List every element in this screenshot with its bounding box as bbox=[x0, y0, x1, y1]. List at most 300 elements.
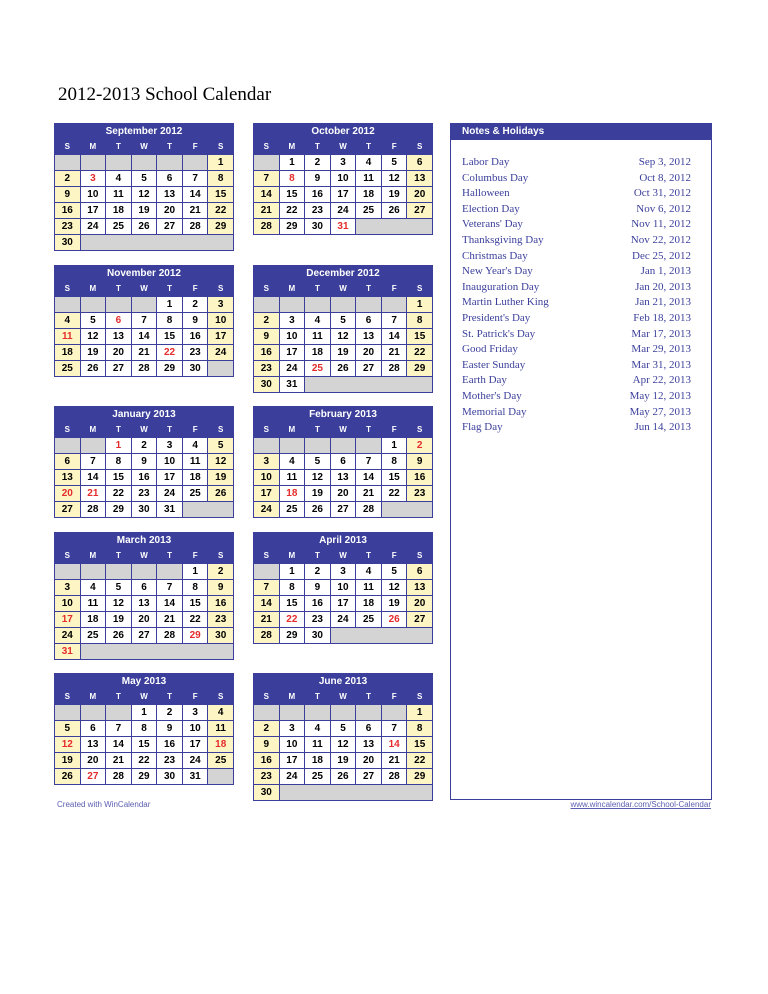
day-cell: 16 bbox=[407, 470, 432, 485]
day-cell: 13 bbox=[132, 596, 157, 611]
day-cell: 24 bbox=[331, 203, 356, 218]
holiday-day-cell: 20 bbox=[55, 486, 80, 501]
holiday-name: Mother's Day bbox=[462, 389, 522, 402]
day-cell: 2 bbox=[132, 438, 157, 453]
holiday-row bbox=[462, 373, 691, 389]
day-cell: 13 bbox=[331, 470, 356, 485]
day-cell: 26 bbox=[106, 628, 131, 643]
day-cell: 5 bbox=[106, 580, 131, 595]
day-cell: 3 bbox=[280, 313, 305, 328]
weekday-header: F bbox=[382, 282, 407, 296]
day-cell: 3 bbox=[183, 705, 208, 720]
empty-day-cell bbox=[132, 155, 157, 170]
day-cell: 25 bbox=[55, 361, 80, 376]
empty-day-cell bbox=[331, 705, 356, 720]
day-cell: 29 bbox=[132, 769, 157, 784]
day-cell: 24 bbox=[280, 769, 305, 784]
day-cell: 12 bbox=[132, 187, 157, 202]
day-cell: 7 bbox=[382, 721, 407, 736]
holiday-day-cell: 18 bbox=[280, 486, 305, 501]
empty-day-cell bbox=[106, 297, 131, 312]
weekday-header: T bbox=[356, 140, 381, 154]
day-cell: 13 bbox=[81, 737, 106, 752]
day-cell: 31 bbox=[157, 502, 182, 517]
empty-day-cell bbox=[81, 297, 106, 312]
day-cell: 7 bbox=[183, 171, 208, 186]
day-cell: 6 bbox=[407, 564, 432, 579]
day-cell: 22 bbox=[382, 486, 407, 501]
day-cell: 7 bbox=[81, 454, 106, 469]
empty-day-cell bbox=[55, 155, 80, 170]
holiday-row bbox=[462, 233, 691, 249]
day-cell: 30 bbox=[183, 361, 208, 376]
day-cell: 6 bbox=[132, 580, 157, 595]
day-cell: 30 bbox=[157, 769, 182, 784]
holiday-day-cell: 26 bbox=[382, 612, 407, 627]
day-cell: 30 bbox=[208, 628, 233, 643]
holiday-day-cell: 31 bbox=[55, 644, 80, 659]
day-cell: 23 bbox=[254, 769, 279, 784]
weekday-header: T bbox=[356, 423, 381, 437]
empty-day-cell bbox=[55, 438, 80, 453]
day-cell: 5 bbox=[55, 721, 80, 736]
month-calendar bbox=[54, 123, 234, 251]
day-cell: 16 bbox=[55, 203, 80, 218]
weekday-header: T bbox=[157, 423, 182, 437]
day-cell: 16 bbox=[254, 345, 279, 360]
holiday-row bbox=[462, 327, 691, 343]
day-cell: 12 bbox=[81, 329, 106, 344]
day-cell: 17 bbox=[81, 203, 106, 218]
month-grid bbox=[254, 140, 432, 234]
day-cell: 26 bbox=[305, 502, 330, 517]
holiday-row bbox=[462, 420, 691, 436]
weekday-header: M bbox=[280, 549, 305, 563]
empty-day-cell bbox=[157, 564, 182, 579]
day-cell: 2 bbox=[183, 297, 208, 312]
notes-panel bbox=[450, 123, 712, 800]
holiday-name: Columbus Day bbox=[462, 171, 529, 184]
day-cell: 21 bbox=[356, 486, 381, 501]
day-cell: 5 bbox=[331, 721, 356, 736]
day-cell: 19 bbox=[55, 753, 80, 768]
weekday-header: T bbox=[157, 549, 182, 563]
weekday-header: F bbox=[183, 140, 208, 154]
day-cell: 23 bbox=[132, 486, 157, 501]
day-cell: 21 bbox=[254, 612, 279, 627]
holiday-date: Sep 3, 2012 bbox=[638, 156, 691, 168]
day-cell: 28 bbox=[183, 219, 208, 234]
day-cell: 26 bbox=[208, 486, 233, 501]
day-cell: 11 bbox=[356, 580, 381, 595]
day-cell: 21 bbox=[106, 753, 131, 768]
day-cell: 9 bbox=[132, 454, 157, 469]
empty-day-cell bbox=[208, 361, 233, 376]
month-title: May 2013 bbox=[55, 674, 233, 690]
day-cell: 8 bbox=[280, 580, 305, 595]
day-cell: 19 bbox=[382, 187, 407, 202]
empty-day-cell bbox=[254, 438, 279, 453]
day-cell: 4 bbox=[280, 454, 305, 469]
day-cell: 23 bbox=[254, 361, 279, 376]
weekday-header: T bbox=[157, 282, 182, 296]
day-cell: 17 bbox=[331, 596, 356, 611]
holiday-name: Martin Luther King bbox=[462, 296, 549, 309]
weekday-header: F bbox=[183, 423, 208, 437]
month-grid bbox=[55, 549, 233, 659]
weekday-header: T bbox=[106, 282, 131, 296]
day-cell: 1 bbox=[208, 155, 233, 170]
month-calendar bbox=[253, 123, 433, 235]
day-cell: 16 bbox=[157, 737, 182, 752]
day-cell: 29 bbox=[280, 628, 305, 643]
day-cell: 23 bbox=[208, 612, 233, 627]
day-cell: 22 bbox=[407, 345, 432, 360]
day-cell: 19 bbox=[106, 612, 131, 627]
holiday-row bbox=[462, 311, 691, 327]
weekday-header: W bbox=[331, 690, 356, 704]
holiday-row bbox=[462, 155, 691, 171]
day-cell: 15 bbox=[132, 737, 157, 752]
day-cell: 24 bbox=[331, 612, 356, 627]
weekday-header: S bbox=[407, 140, 432, 154]
day-cell: 2 bbox=[254, 721, 279, 736]
empty-day-cell bbox=[81, 564, 106, 579]
month-grid bbox=[254, 423, 432, 517]
day-cell: 15 bbox=[407, 329, 432, 344]
day-cell: 7 bbox=[254, 580, 279, 595]
day-cell: 1 bbox=[280, 564, 305, 579]
empty-day-cell bbox=[331, 297, 356, 312]
holiday-date: May 27, 2013 bbox=[629, 405, 691, 418]
holiday-row bbox=[462, 249, 691, 265]
day-cell: 9 bbox=[305, 171, 330, 186]
day-cell: 25 bbox=[280, 502, 305, 517]
month-title: October 2012 bbox=[254, 124, 432, 140]
day-cell: 10 bbox=[280, 737, 305, 752]
day-cell: 24 bbox=[254, 502, 279, 517]
month-title: December 2012 bbox=[254, 266, 432, 282]
day-cell: 5 bbox=[208, 438, 233, 453]
day-cell: 20 bbox=[106, 345, 131, 360]
day-cell: 1 bbox=[407, 297, 432, 312]
weekday-header: F bbox=[382, 549, 407, 563]
day-cell: 13 bbox=[55, 470, 80, 485]
weekday-header: F bbox=[183, 282, 208, 296]
day-cell: 20 bbox=[407, 596, 432, 611]
day-cell: 8 bbox=[157, 313, 182, 328]
empty-day-cell bbox=[254, 705, 279, 720]
day-cell: 27 bbox=[106, 361, 131, 376]
day-cell: 7 bbox=[106, 721, 131, 736]
day-cell: 17 bbox=[208, 329, 233, 344]
day-cell: 23 bbox=[55, 219, 80, 234]
month-grid bbox=[55, 690, 233, 784]
day-cell: 15 bbox=[157, 329, 182, 344]
day-cell: 8 bbox=[208, 171, 233, 186]
day-cell: 13 bbox=[407, 171, 432, 186]
day-cell: 10 bbox=[331, 580, 356, 595]
weekday-header: T bbox=[305, 549, 330, 563]
day-cell: 2 bbox=[157, 705, 182, 720]
weekday-header: S bbox=[254, 140, 279, 154]
day-cell: 16 bbox=[183, 329, 208, 344]
holiday-day-cell: 11 bbox=[55, 329, 80, 344]
day-cell: 14 bbox=[356, 470, 381, 485]
day-cell: 8 bbox=[407, 313, 432, 328]
holiday-day-cell: 8 bbox=[280, 171, 305, 186]
holiday-day-cell: 17 bbox=[55, 612, 80, 627]
day-cell: 5 bbox=[331, 313, 356, 328]
day-cell: 9 bbox=[305, 580, 330, 595]
holiday-date: Jan 20, 2013 bbox=[635, 280, 691, 293]
weekday-header: W bbox=[132, 423, 157, 437]
empty-day-cell bbox=[331, 628, 432, 643]
weekday-header: T bbox=[305, 282, 330, 296]
holiday-name: New Year's Day bbox=[462, 265, 533, 278]
empty-day-cell bbox=[382, 297, 407, 312]
holiday-name: Halloween bbox=[462, 187, 510, 200]
weekday-header: T bbox=[157, 690, 182, 704]
day-cell: 6 bbox=[356, 721, 381, 736]
day-cell: 9 bbox=[254, 737, 279, 752]
day-cell: 10 bbox=[208, 313, 233, 328]
month-grid bbox=[254, 690, 432, 800]
month-title: February 2013 bbox=[254, 407, 432, 423]
holiday-name: Labor Day bbox=[462, 156, 510, 168]
day-cell: 26 bbox=[81, 361, 106, 376]
weekday-header: S bbox=[254, 423, 279, 437]
empty-day-cell bbox=[382, 502, 432, 517]
day-cell: 5 bbox=[81, 313, 106, 328]
holiday-date: Nov 11, 2012 bbox=[631, 218, 691, 231]
weekday-header: W bbox=[331, 282, 356, 296]
day-cell: 26 bbox=[331, 361, 356, 376]
empty-day-cell bbox=[254, 564, 279, 579]
day-cell: 14 bbox=[106, 737, 131, 752]
holiday-day-cell: 12 bbox=[55, 737, 80, 752]
month-calendar bbox=[54, 673, 234, 785]
day-cell: 23 bbox=[407, 486, 432, 501]
day-cell: 4 bbox=[208, 705, 233, 720]
weekday-header: M bbox=[81, 690, 106, 704]
day-cell: 4 bbox=[305, 313, 330, 328]
holiday-date: Jan 21, 2013 bbox=[635, 296, 691, 309]
day-cell: 14 bbox=[81, 470, 106, 485]
weekday-header: S bbox=[407, 690, 432, 704]
day-cell: 14 bbox=[183, 187, 208, 202]
holiday-day-cell: 22 bbox=[157, 345, 182, 360]
footer-credit: Created with WinCalendar bbox=[57, 800, 151, 809]
day-cell: 10 bbox=[331, 171, 356, 186]
day-cell: 9 bbox=[208, 580, 233, 595]
holiday-day-cell: 31 bbox=[331, 219, 356, 234]
day-cell: 10 bbox=[280, 329, 305, 344]
empty-day-cell bbox=[305, 438, 330, 453]
empty-day-cell bbox=[55, 297, 80, 312]
weekday-header: W bbox=[331, 549, 356, 563]
day-cell: 12 bbox=[331, 737, 356, 752]
day-cell: 19 bbox=[81, 345, 106, 360]
weekday-header: T bbox=[305, 140, 330, 154]
empty-day-cell bbox=[280, 438, 305, 453]
holiday-row bbox=[462, 342, 691, 358]
day-cell: 22 bbox=[407, 753, 432, 768]
day-cell: 18 bbox=[356, 187, 381, 202]
day-cell: 11 bbox=[305, 329, 330, 344]
day-cell: 17 bbox=[280, 753, 305, 768]
day-cell: 22 bbox=[132, 753, 157, 768]
month-calendar bbox=[54, 406, 234, 518]
day-cell: 31 bbox=[183, 769, 208, 784]
day-cell: 4 bbox=[55, 313, 80, 328]
holiday-name: Veterans' Day bbox=[462, 218, 523, 231]
holiday-day-cell: 14 bbox=[382, 737, 407, 752]
month-calendar bbox=[253, 406, 433, 518]
weekday-header: T bbox=[106, 423, 131, 437]
day-cell: 9 bbox=[157, 721, 182, 736]
day-cell: 29 bbox=[106, 502, 131, 517]
weekday-header: T bbox=[356, 690, 381, 704]
holiday-date: Mar 17, 2013 bbox=[631, 327, 691, 340]
holiday-date: Nov 6, 2012 bbox=[636, 202, 691, 215]
day-cell: 12 bbox=[382, 171, 407, 186]
day-cell: 27 bbox=[157, 219, 182, 234]
day-cell: 29 bbox=[157, 361, 182, 376]
day-cell: 25 bbox=[183, 486, 208, 501]
day-cell: 11 bbox=[208, 721, 233, 736]
holiday-name: Good Friday bbox=[462, 343, 518, 356]
weekday-header: S bbox=[208, 423, 233, 437]
empty-day-cell bbox=[55, 564, 80, 579]
day-cell: 24 bbox=[81, 219, 106, 234]
holiday-day-cell: 1 bbox=[106, 438, 131, 453]
holiday-name: Earth Day bbox=[462, 374, 507, 387]
day-cell: 30 bbox=[254, 785, 279, 800]
day-cell: 5 bbox=[132, 171, 157, 186]
empty-day-cell bbox=[81, 644, 233, 659]
day-cell: 28 bbox=[157, 628, 182, 643]
day-cell: 29 bbox=[280, 219, 305, 234]
day-cell: 13 bbox=[157, 187, 182, 202]
day-cell: 15 bbox=[407, 737, 432, 752]
day-cell: 14 bbox=[382, 329, 407, 344]
holiday-name: Christmas Day bbox=[462, 249, 528, 262]
holiday-date: Mar 31, 2013 bbox=[631, 358, 691, 371]
weekday-header: S bbox=[208, 690, 233, 704]
day-cell: 29 bbox=[208, 219, 233, 234]
day-cell: 11 bbox=[305, 737, 330, 752]
day-cell: 1 bbox=[382, 438, 407, 453]
day-cell: 18 bbox=[106, 203, 131, 218]
month-calendar bbox=[54, 265, 234, 377]
day-cell: 8 bbox=[132, 721, 157, 736]
empty-day-cell bbox=[331, 438, 356, 453]
day-cell: 12 bbox=[382, 580, 407, 595]
weekday-header: W bbox=[132, 282, 157, 296]
day-cell: 4 bbox=[106, 171, 131, 186]
day-cell: 30 bbox=[254, 377, 279, 392]
empty-day-cell bbox=[208, 769, 233, 784]
weekday-header: T bbox=[356, 282, 381, 296]
day-cell: 16 bbox=[208, 596, 233, 611]
empty-day-cell bbox=[254, 297, 279, 312]
day-cell: 27 bbox=[407, 612, 432, 627]
empty-day-cell bbox=[356, 297, 381, 312]
day-cell: 23 bbox=[157, 753, 182, 768]
day-cell: 14 bbox=[254, 596, 279, 611]
day-cell: 12 bbox=[106, 596, 131, 611]
holiday-date: Feb 18, 2013 bbox=[633, 311, 691, 324]
day-cell: 26 bbox=[132, 219, 157, 234]
day-cell: 5 bbox=[382, 155, 407, 170]
day-cell: 8 bbox=[183, 580, 208, 595]
day-cell: 30 bbox=[55, 235, 80, 250]
day-cell: 20 bbox=[356, 345, 381, 360]
day-cell: 9 bbox=[407, 454, 432, 469]
weekday-header: T bbox=[305, 690, 330, 704]
day-cell: 20 bbox=[157, 203, 182, 218]
weekday-header: W bbox=[331, 423, 356, 437]
day-cell: 29 bbox=[407, 361, 432, 376]
day-cell: 10 bbox=[157, 454, 182, 469]
weekday-header: F bbox=[183, 690, 208, 704]
holiday-date: Oct 8, 2012 bbox=[639, 171, 691, 184]
month-calendar bbox=[253, 265, 433, 393]
day-cell: 20 bbox=[356, 753, 381, 768]
day-cell: 6 bbox=[55, 454, 80, 469]
day-cell: 15 bbox=[106, 470, 131, 485]
holiday-name: Easter Sunday bbox=[462, 358, 526, 371]
day-cell: 25 bbox=[356, 203, 381, 218]
day-cell: 18 bbox=[305, 345, 330, 360]
day-cell: 27 bbox=[356, 769, 381, 784]
day-cell: 21 bbox=[132, 345, 157, 360]
day-cell: 8 bbox=[382, 454, 407, 469]
holiday-row bbox=[462, 202, 691, 218]
weekday-header: T bbox=[305, 423, 330, 437]
day-cell: 24 bbox=[55, 628, 80, 643]
day-cell: 25 bbox=[81, 628, 106, 643]
weekday-header: T bbox=[106, 140, 131, 154]
month-grid bbox=[55, 282, 233, 376]
weekday-header: W bbox=[132, 140, 157, 154]
empty-day-cell bbox=[305, 377, 432, 392]
day-cell: 16 bbox=[254, 753, 279, 768]
day-cell: 8 bbox=[407, 721, 432, 736]
day-cell: 24 bbox=[208, 345, 233, 360]
day-cell: 15 bbox=[280, 187, 305, 202]
day-cell: 26 bbox=[55, 769, 80, 784]
holiday-day-cell: 29 bbox=[183, 628, 208, 643]
day-cell: 30 bbox=[305, 628, 330, 643]
day-cell: 15 bbox=[208, 187, 233, 202]
day-cell: 22 bbox=[280, 203, 305, 218]
day-cell: 6 bbox=[81, 721, 106, 736]
day-cell: 7 bbox=[157, 580, 182, 595]
day-cell: 13 bbox=[407, 580, 432, 595]
holiday-day-cell: 27 bbox=[81, 769, 106, 784]
weekday-header: S bbox=[55, 140, 80, 154]
weekday-header: F bbox=[382, 140, 407, 154]
day-cell: 3 bbox=[55, 580, 80, 595]
footer-link[interactable]: www.wincalendar.com/School-Calendar bbox=[570, 800, 711, 809]
day-cell: 19 bbox=[208, 470, 233, 485]
day-cell: 17 bbox=[183, 737, 208, 752]
empty-day-cell bbox=[280, 705, 305, 720]
day-cell: 25 bbox=[208, 753, 233, 768]
day-cell: 17 bbox=[157, 470, 182, 485]
